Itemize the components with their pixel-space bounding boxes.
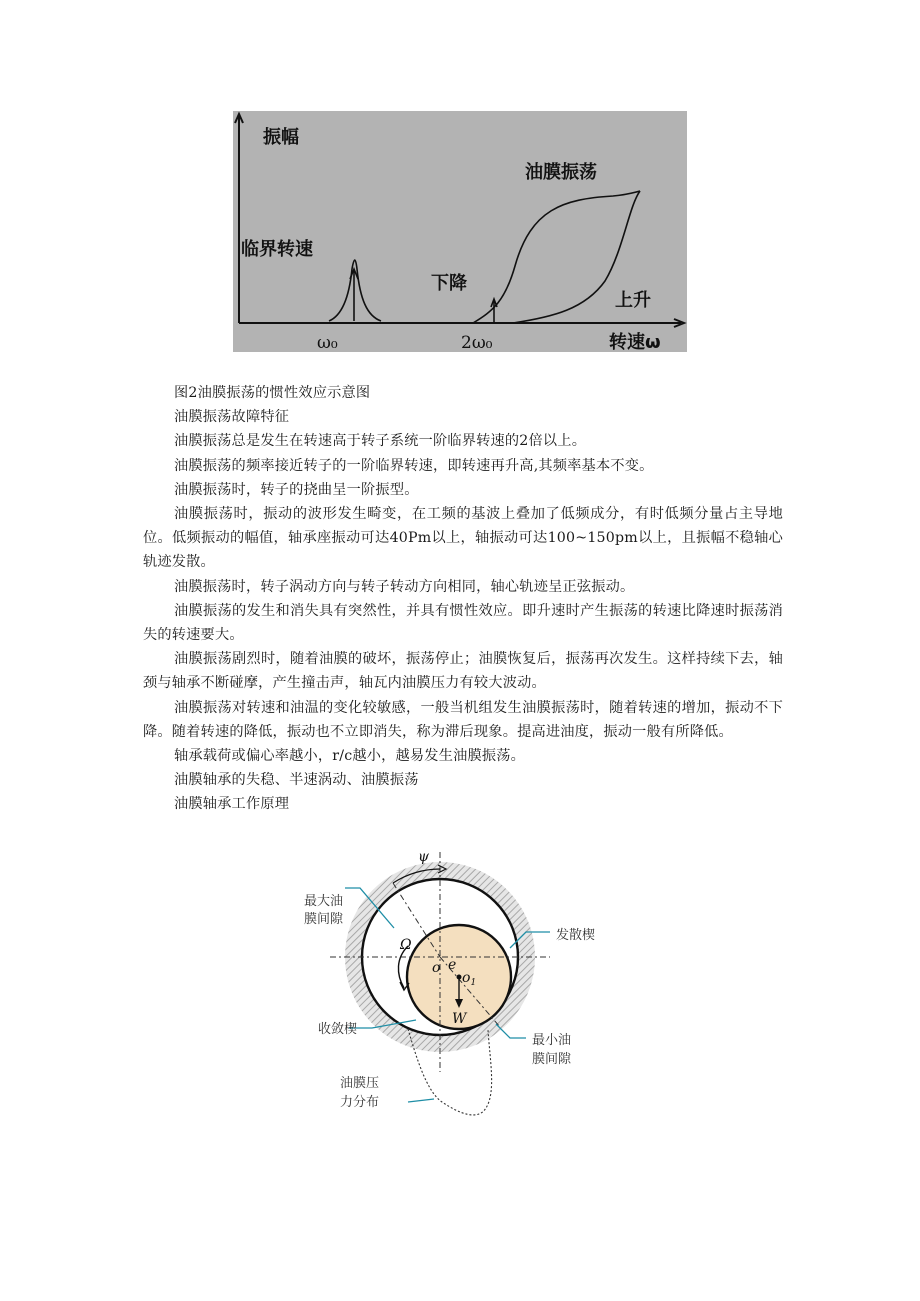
ascend-label: 上升 xyxy=(615,290,651,311)
body-text xyxy=(143,381,783,817)
oil-whip-label: 油膜振荡 xyxy=(525,162,597,183)
journal-center-letter: o xyxy=(462,970,471,986)
oil-whip-inertia-chart xyxy=(233,111,687,352)
y-axis-label: 振幅 xyxy=(263,127,299,148)
max-gap-label-line1: 最大油 xyxy=(304,894,344,909)
x-axis-label: 转速ω xyxy=(609,332,661,352)
omega-label: Ω xyxy=(400,937,412,953)
bearing-diagram xyxy=(300,846,630,1131)
omega0-tick-label: ω₀ xyxy=(317,333,338,352)
section-heading-principle: 油膜轴承工作原理 xyxy=(174,796,290,813)
descend-label: 下降 xyxy=(431,273,467,294)
divergent-wedge-label: 发散楔 xyxy=(556,928,596,943)
min-gap-label-line2: 膜间隙 xyxy=(532,1052,572,1067)
paragraph: 油膜振荡对转速和油温的变化较敏感，一般当机组发生油膜振荡时，随着转速的增加，振动不下降。随着转速的降低，振动也不立即消失，称为滞后现象。提高进油度，振动一般有所降低。 xyxy=(143,699,783,740)
pressure-leader xyxy=(408,1099,434,1102)
chart-background xyxy=(233,111,687,352)
paragraph: 油膜振荡的发生和消失具有突然性，并具有惯性效应。即升速时产生振荡的转速比降速时振荡消失的转速要大。 xyxy=(143,602,783,644)
load-label: W xyxy=(452,1011,467,1027)
paragraph: 油膜振荡时，转子的挠曲呈一阶振型。 xyxy=(174,481,419,498)
max-gap-label-line2: 膜间隙 xyxy=(304,912,344,927)
min-gap-label-line1: 最小油 xyxy=(532,1033,572,1048)
psi-label: ψ xyxy=(418,849,429,865)
paragraph: 油膜振荡剧烈时，随着油膜的破坏，振荡停止；油膜恢复后，振荡再次发生。这样持续下去，轴颈与轴承不断碰摩，产生撞击声，轴瓦内油膜压力有较大波动。 xyxy=(143,651,783,692)
figure-caption: 图2油膜振荡的惯性效应示意图 xyxy=(174,385,371,401)
paragraph: 油膜振荡时，振动的波形发生畸变，在工频的基波上叠加了低频成分，有时低频分量占主导地位。低频振动的幅值，轴承座振动可达40Pm以上，轴振动可达100~150pm以上，且振幅不稳轴心轨迹发散。 xyxy=(143,506,783,571)
pressure-label-line2: 力分布 xyxy=(340,1095,380,1110)
two-omega0-tick-label: 2ω₀ xyxy=(461,333,493,352)
pressure-label-line1: 油膜压 xyxy=(340,1076,380,1091)
critical-speed-label: 临界转速 xyxy=(241,239,313,260)
section-heading-features: 油膜振荡故障特征 xyxy=(174,409,290,426)
bearing-center-label: o xyxy=(432,960,441,976)
eccentricity-label: e xyxy=(448,957,457,973)
journal-center-subscript: 1 xyxy=(470,978,477,988)
paragraph: 油膜振荡总是发生在转速高于转子系统一阶临界转速的2倍以上。 xyxy=(174,433,587,450)
paragraph: 油膜振荡的频率接近转子的一阶临界转速，即转速再升高,其频率基本不变。 xyxy=(174,457,654,474)
paragraph: 轴承载荷或偏心率越小，r/c越小，越易发生油膜振荡。 xyxy=(174,748,526,765)
paragraph: 油膜振荡时，转子涡动方向与转子转动方向相同，轴心轨迹呈正弦振动。 xyxy=(174,578,635,595)
convergent-wedge-label: 收敛楔 xyxy=(318,1022,358,1037)
section-heading-instability: 油膜轴承的失稳、半速涡动、油膜振荡 xyxy=(174,772,419,789)
